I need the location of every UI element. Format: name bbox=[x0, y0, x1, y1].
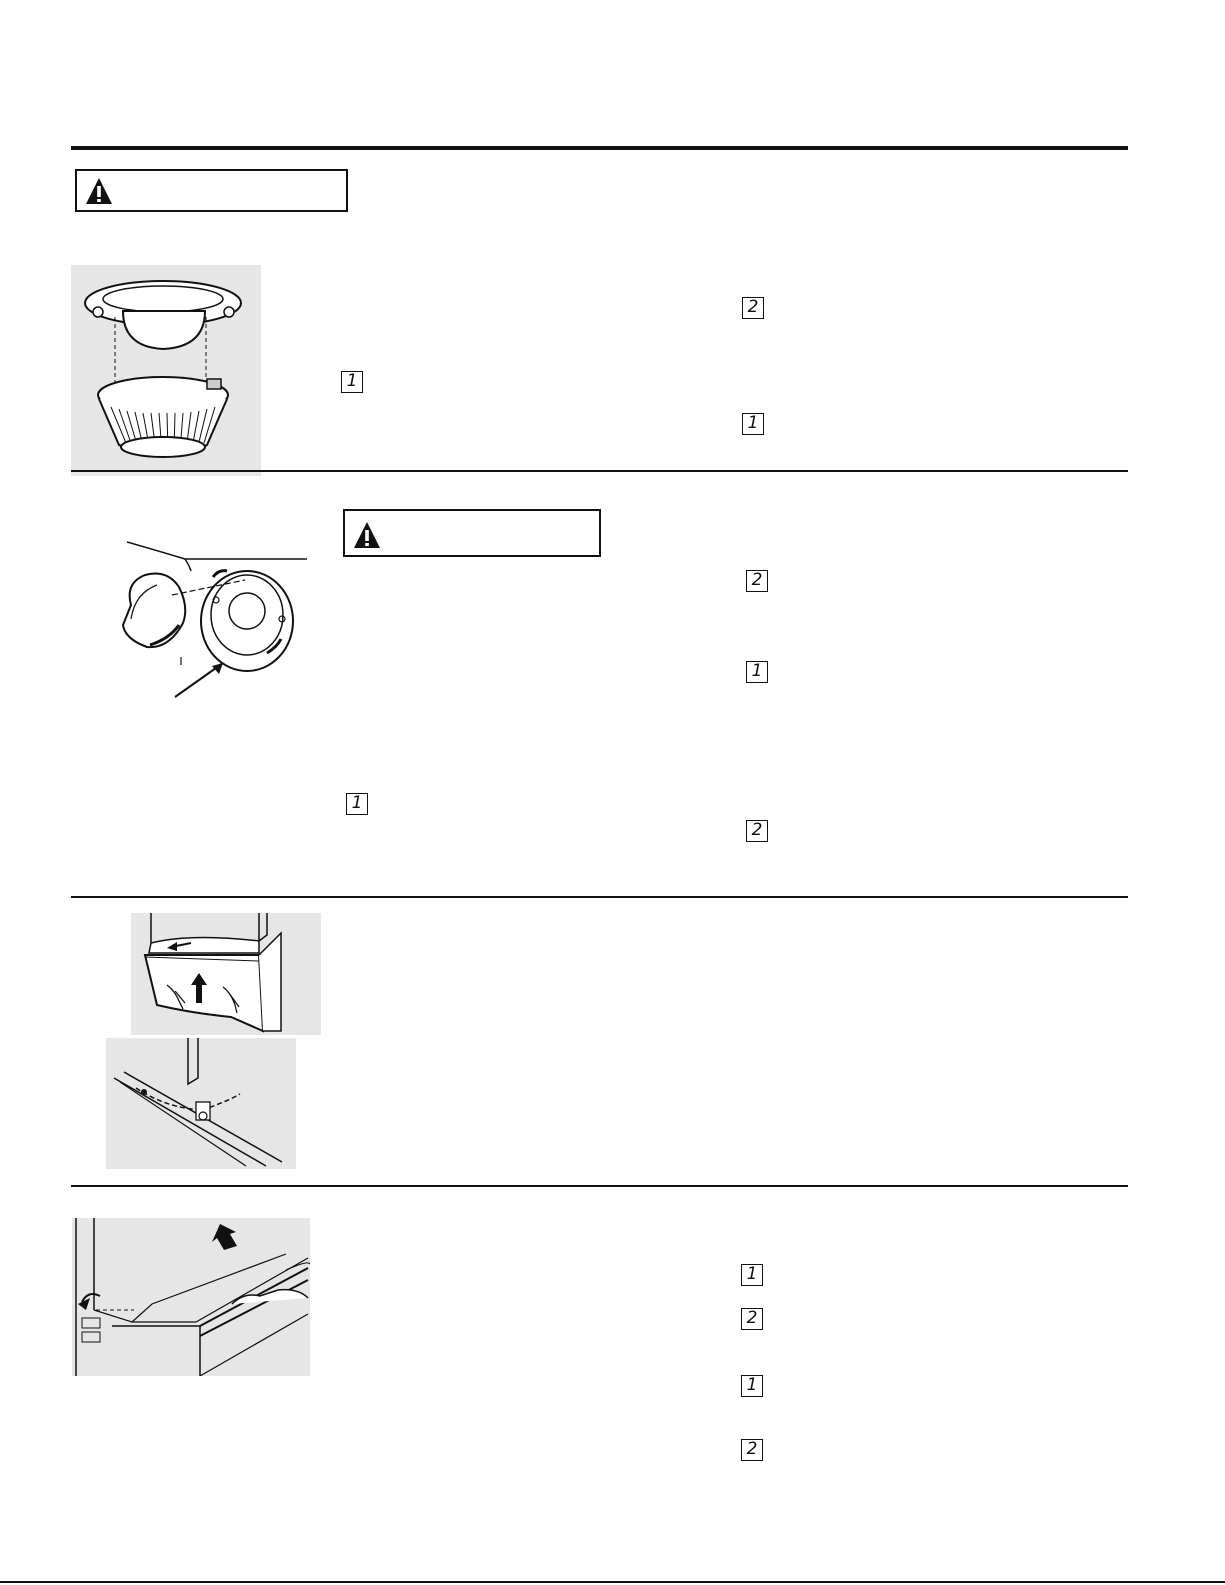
step-marker: 2 bbox=[746, 570, 768, 592]
drawer-removal-icon bbox=[72, 1218, 310, 1376]
step-marker: 1 bbox=[746, 661, 768, 683]
section-divider bbox=[71, 1185, 1128, 1187]
step-marker: 1 bbox=[741, 1375, 763, 1397]
step-marker: 2 bbox=[746, 820, 768, 842]
bulb-illustration bbox=[95, 535, 313, 705]
step-marker: 1 bbox=[741, 1264, 763, 1286]
step-marker: 2 bbox=[742, 297, 764, 319]
kick-plate-illustration bbox=[131, 913, 321, 1035]
step-marker: 1 bbox=[346, 793, 368, 815]
kick-plate-removal-icon bbox=[131, 913, 321, 1035]
page-bottom-edge bbox=[0, 1581, 1225, 1583]
light-filter-cover-icon bbox=[71, 265, 261, 476]
step-marker: 2 bbox=[741, 1439, 763, 1461]
step-marker: 1 bbox=[341, 371, 363, 393]
drawer-illustration bbox=[72, 1218, 310, 1376]
header-rule bbox=[71, 146, 1128, 150]
warning-icon bbox=[85, 177, 113, 205]
light-bulb-cover-icon bbox=[95, 535, 313, 705]
section-divider bbox=[71, 896, 1128, 898]
step-marker: 2 bbox=[741, 1308, 763, 1330]
warning-box bbox=[75, 169, 348, 212]
warning-box bbox=[343, 509, 601, 557]
step-marker: 1 bbox=[742, 413, 764, 435]
section-divider bbox=[71, 470, 1128, 472]
hinge-detail-icon bbox=[106, 1038, 296, 1169]
hinge-illustration bbox=[106, 1038, 296, 1169]
warning-icon bbox=[353, 521, 381, 549]
filter-illustration bbox=[71, 265, 261, 476]
